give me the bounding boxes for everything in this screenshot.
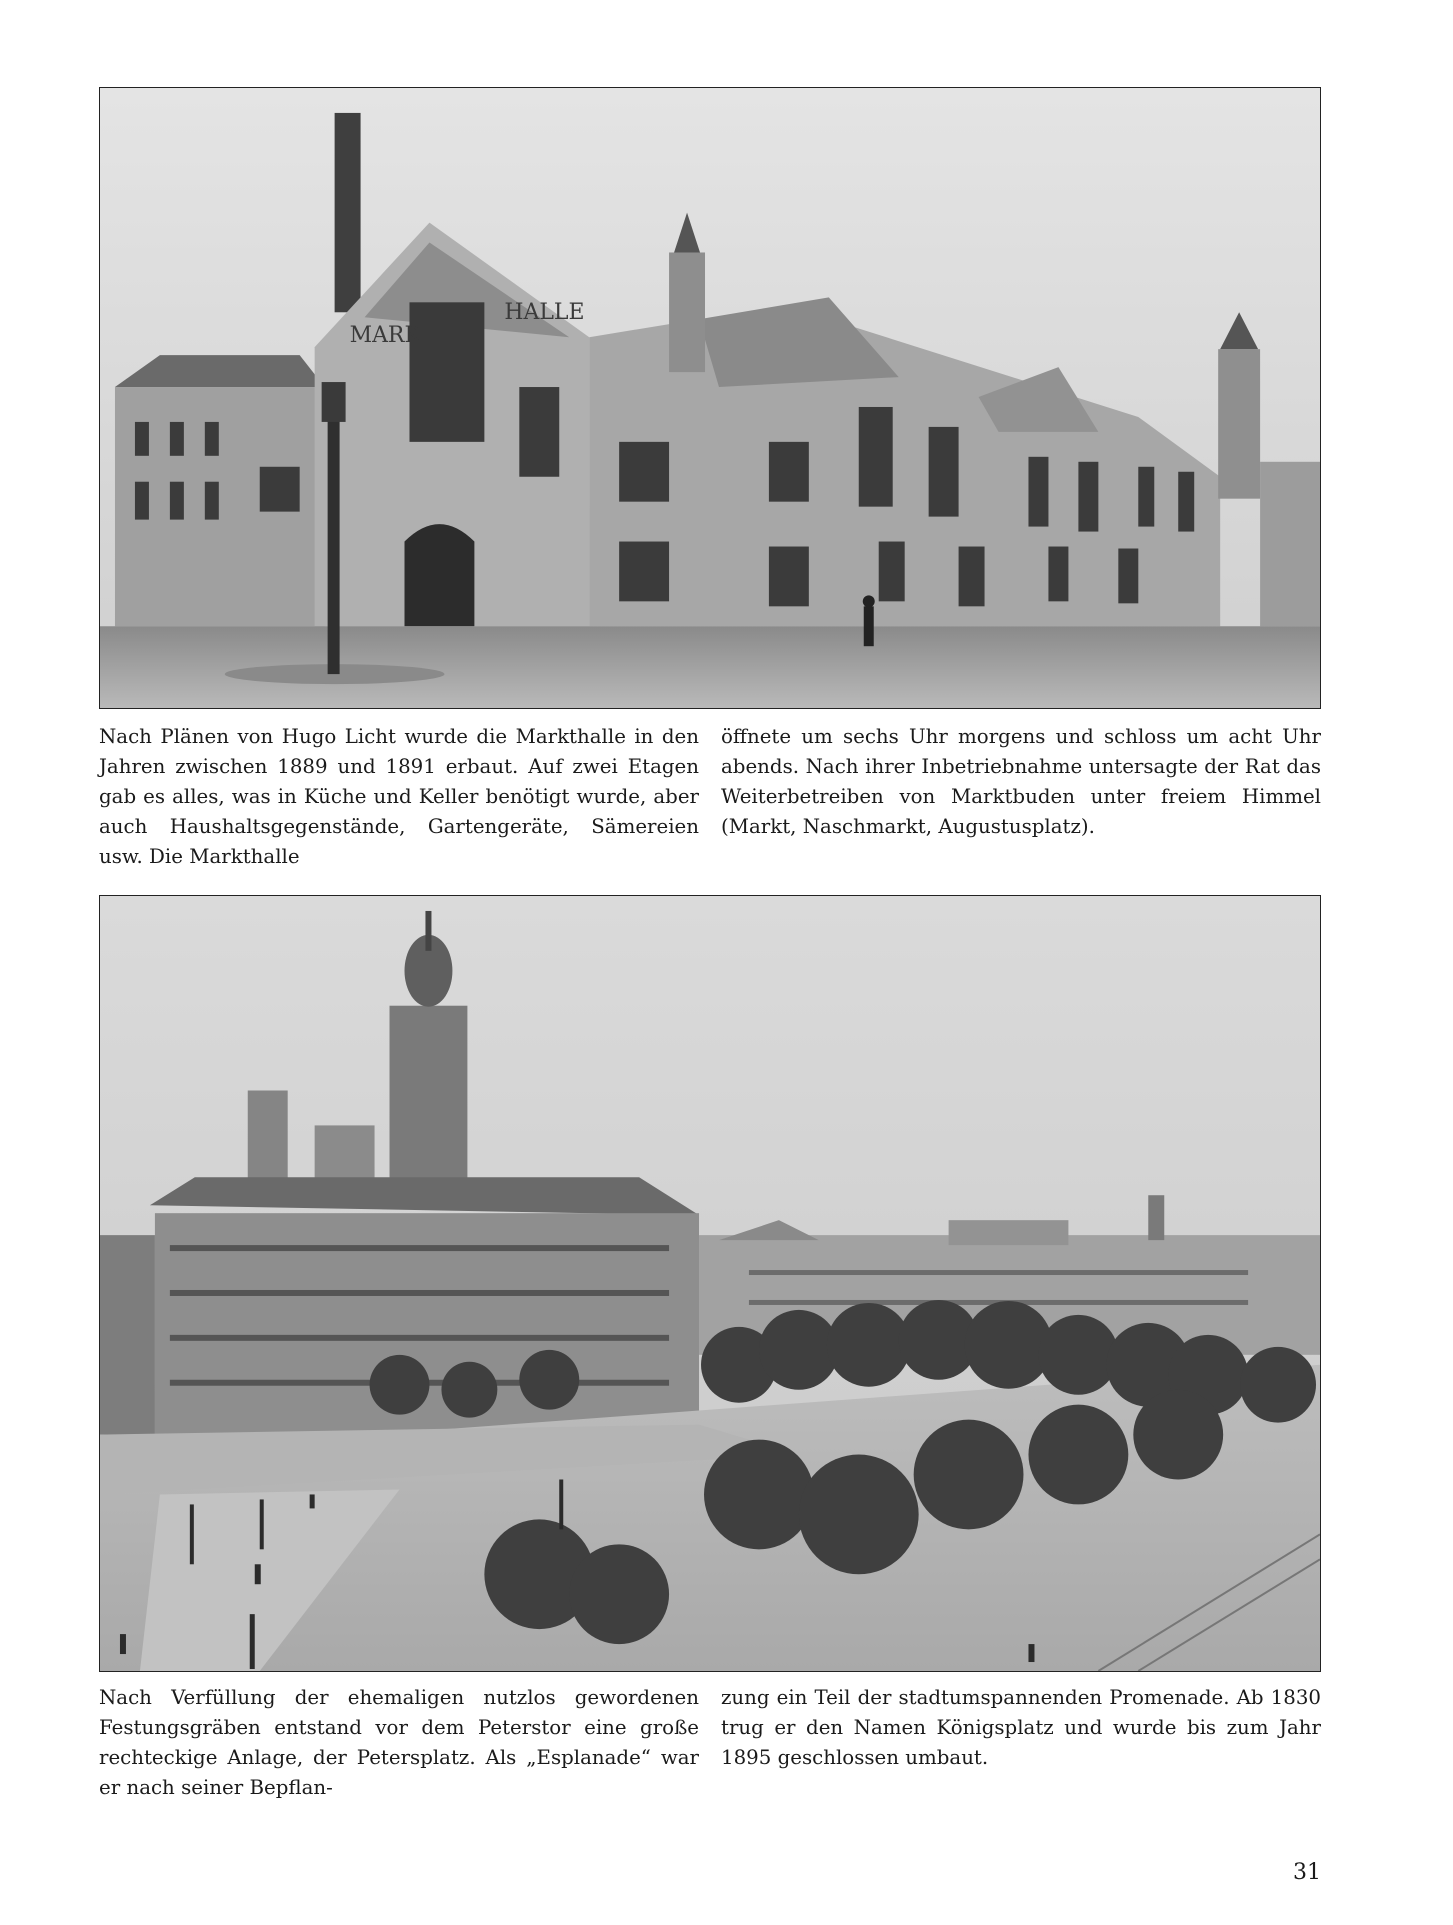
caption-koenigsplatz xyxy=(99,1683,1321,1803)
pedestrian xyxy=(864,606,874,646)
markthalle-image xyxy=(100,88,1320,708)
caption-left: Nach Verfüllung der ehemaligen nutzlos gewordenen Festungsgräben entstand vor dem Peterstor eine große rechteckige Anlage, der Petersplatz. Als „Esplanade“ war er nach seiner Bepflan- xyxy=(99,1686,699,1799)
caption-markthalle xyxy=(99,722,1321,872)
sign-markt: MARKT xyxy=(349,323,436,349)
caption-right: zung ein Teil der stadtumspannenden Promenade. Ab 1830 trug er den Namen Königsplatz und wurde bis zum Jahr 1895 geschlossen umbaut. xyxy=(721,1686,1321,1769)
sign-halle: HALLE xyxy=(504,300,585,326)
page-number: 31 xyxy=(1293,1860,1321,1885)
photo-markthalle xyxy=(99,87,1321,709)
caption-right: öffnete um sechs Uhr morgens und schloss um acht Uhr abends. Nach ihrer Inbetriebnahme untersagte der Rat das Weiterbetreiben von Marktbuden unter freiem Himmel (Markt, Naschmarkt, Augustusplatz). xyxy=(721,725,1321,838)
lamp-post xyxy=(328,417,340,674)
photo-koenigsplatz xyxy=(99,895,1321,1672)
koenigsplatz-image xyxy=(100,896,1320,1671)
caption-left: Nach Plänen von Hugo Licht wurde die Markthalle in den Jahren zwischen 1889 und 1891 erbaut. Auf zwei Etagen gab es alles, was in Küche und Keller benötigt wurde, aber auch Haushaltsgegenstände, Gartengeräte, Sämereien usw. Die Markthalle xyxy=(99,725,699,868)
